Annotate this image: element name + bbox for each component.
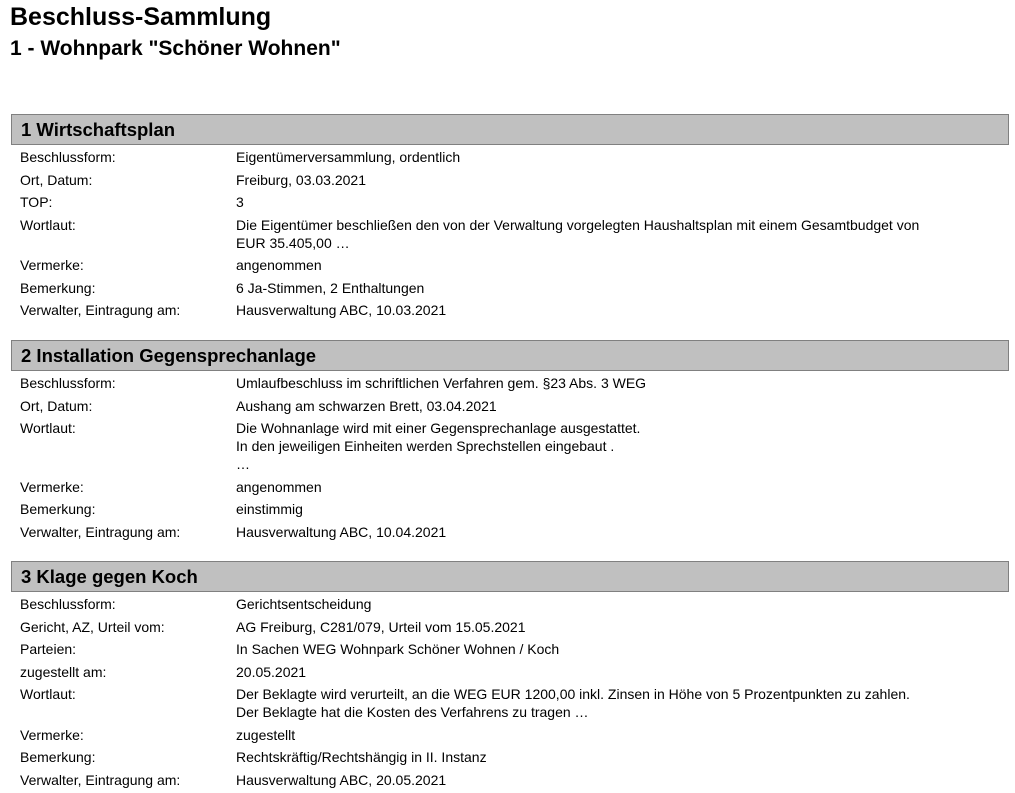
row-value: In Sachen WEG Wohnpark Schöner Wohnen / Koch <box>236 641 560 657</box>
row-label: Verwalter, Eintragung am: <box>20 771 181 788</box>
row-value: Rechtskräftig/Rechtshängig in II. Instanz <box>236 749 487 765</box>
row-wortlaut <box>11 685 1009 721</box>
row-bemerkung <box>11 500 1009 518</box>
row-vermerke <box>11 726 1009 744</box>
section-heading: 2 Installation Gegensprechanlage <box>11 340 1009 371</box>
row-bemerkung <box>11 748 1009 766</box>
row-wortlaut <box>11 216 1009 252</box>
row-value: Freiburg, 03.03.2021 <box>236 171 366 188</box>
section-rows <box>11 145 1009 319</box>
row-label: Beschlussform: <box>20 149 116 165</box>
row-gericht <box>11 618 1009 636</box>
row-label: Beschlussform: <box>20 375 116 391</box>
section-1 <box>11 114 1009 324</box>
section-heading: 1 Wirtschaftsplan <box>11 114 1009 145</box>
row-label: Wortlaut: <box>20 216 76 233</box>
section-2 <box>11 340 1009 545</box>
row-label: Ort, Datum: <box>20 397 93 414</box>
row-label: Parteien: <box>20 641 77 657</box>
row-label: Beschlussform: <box>20 596 116 612</box>
row-value: Hausverwaltung ABC, 10.03.2021 <box>236 302 447 318</box>
row-label: TOP: <box>20 194 53 210</box>
row-value: Die Wohnanlage wird mit einer Gegensprechanlage ausgestattet. In den jeweiligen Einheiten werden Sprechstellen eingebaut . … <box>236 420 641 472</box>
row-parteien <box>11 640 1009 658</box>
row-wortlaut <box>11 419 1009 473</box>
row-top <box>11 193 1009 211</box>
row-value: zugestellt <box>236 726 296 743</box>
row-value: angenommen <box>236 257 322 273</box>
row-value: Die Eigentümer beschließen den von der Verwaltung vorgelegten Haushaltsplan mit einem Gesamtbudget von EUR 35.405,00 … <box>236 216 920 251</box>
row-label: Bemerkung: <box>20 749 96 765</box>
row-value: Gerichtsentscheidung <box>236 596 372 612</box>
row-label: Wortlaut: <box>20 686 76 702</box>
row-vermerke <box>11 256 1009 274</box>
row-label: Vermerke: <box>20 478 84 495</box>
row-label: Wortlaut: <box>20 420 76 436</box>
document-subtitle: 1 - Wohnpark "Schöner Wohnen" <box>10 37 341 60</box>
row-label: Gericht, AZ, Urteil vom: <box>20 618 165 635</box>
row-label: Bemerkung: <box>20 501 96 517</box>
row-bemerkung <box>11 279 1009 297</box>
row-label: Ort, Datum: <box>20 171 93 188</box>
row-zugestellt <box>11 663 1009 681</box>
row-label: Vermerke: <box>20 257 84 273</box>
section-3 <box>11 561 1009 793</box>
row-value: 6 Ja-Stimmen, 2 Enthaltungen <box>236 279 425 296</box>
document-title: Beschluss-Sammlung <box>10 3 272 31</box>
row-vermerke <box>11 478 1009 496</box>
row-beschlussform <box>11 148 1009 166</box>
row-value: Aushang am schwarzen Brett, 03.04.2021 <box>236 397 497 414</box>
row-value: AG Freiburg, C281/079, Urteil vom 15.05.2021 <box>236 618 526 635</box>
row-beschlussform <box>11 374 1009 392</box>
row-label: Bemerkung: <box>20 279 96 296</box>
row-value: einstimmig <box>236 501 303 517</box>
row-value: Der Beklagte wird verurteilt, an die WEG EUR 1200,00 inkl. Zinsen in Höhe von 5 Prozentpunkten zu zahlen. Der Beklagte hat die Kosten des Verfahrens zu tragen … <box>236 686 910 720</box>
row-label: Verwalter, Eintragung am: <box>20 523 181 540</box>
row-value: 20.05.2021 <box>236 663 307 680</box>
row-value: Hausverwaltung ABC, 20.05.2021 <box>236 771 447 788</box>
row-label: Vermerke: <box>20 726 84 743</box>
row-verwalter <box>11 771 1009 789</box>
row-value: Umlaufbeschluss im schriftlichen Verfahren gem. §23 Abs. 3 WEG <box>236 375 647 391</box>
row-value: 3 <box>236 194 244 210</box>
section-heading: 3 Klage gegen Koch <box>11 561 1009 592</box>
row-value: angenommen <box>236 478 322 495</box>
section-rows <box>11 592 1009 789</box>
row-beschlussform <box>11 595 1009 613</box>
row-verwalter <box>11 301 1009 319</box>
row-verwalter <box>11 523 1009 541</box>
row-label: zugestellt am: <box>20 663 107 680</box>
row-label: Verwalter, Eintragung am: <box>20 302 181 318</box>
section-rows <box>11 371 1009 541</box>
row-ort-datum <box>11 171 1009 189</box>
row-value: Eigentümerversammlung, ordentlich <box>236 149 461 165</box>
row-value: Hausverwaltung ABC, 10.04.2021 <box>236 523 447 540</box>
row-ort-datum <box>11 397 1009 415</box>
